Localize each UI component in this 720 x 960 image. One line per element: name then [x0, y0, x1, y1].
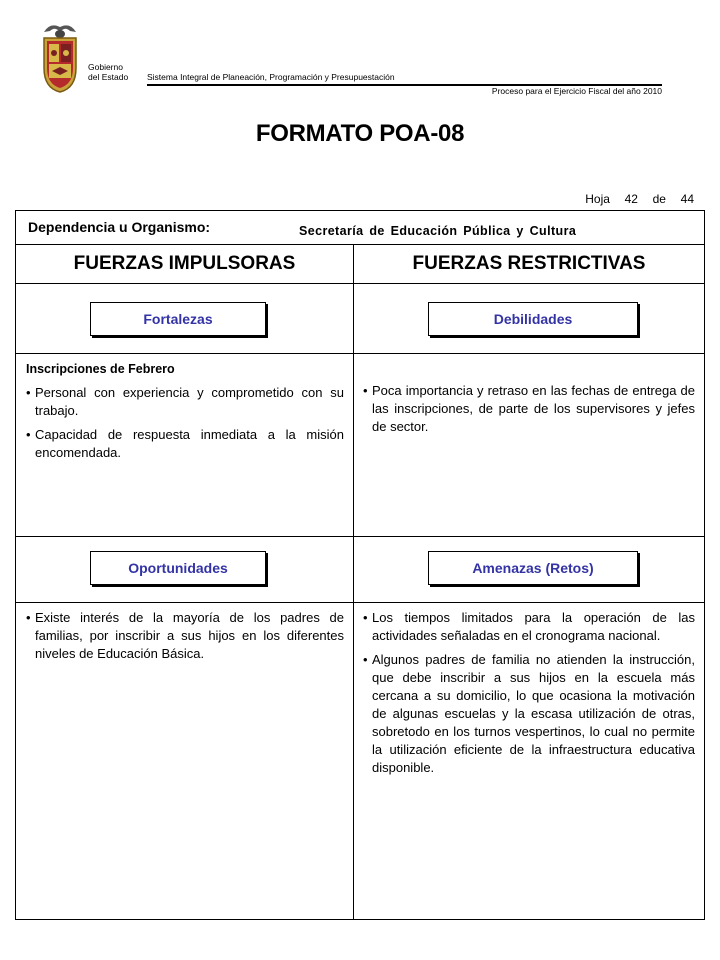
list-item: • Capacidad de respuesta inmediata a la misión encomendada.	[26, 426, 344, 462]
row-divider	[16, 353, 704, 354]
page-title: FORMATO POA-08	[255, 120, 465, 147]
row-divider	[16, 283, 704, 284]
impulsoras-header: FUERZAS IMPULSORAS	[73, 253, 296, 274]
fortalezas-cell	[26, 360, 344, 468]
debilidades-label: Debilidades	[428, 302, 638, 336]
debilidades-cell	[363, 382, 695, 442]
government-label-line1: Gobierno	[88, 62, 123, 72]
state-coat-of-arms-icon	[36, 18, 84, 96]
fortalezas-subtitle: Inscripciones de Febrero	[26, 362, 175, 376]
sheet-number: Hoja 42 de 44	[585, 192, 694, 206]
list-item: • Poca importancia y retraso en las fechas de entrega de las inscripciones, de parte de los supervisores y jefes de sector.	[363, 382, 695, 436]
row-divider	[16, 244, 704, 245]
government-label-line2: del Estado	[88, 72, 129, 82]
poa-table	[15, 210, 705, 920]
list-item: • Algunos padres de familia no atienden la instrucción, que debe inscribir a sus hijos en la escuela más cercana a su domicilio, lo que ocasiona la motivación de algunas escuelas y la escasa utilización de otras, sobretodo en los turnos vespertinos, lo cual no permite la utilización eficiente de la infraestructura educativa disponible.	[363, 651, 695, 777]
list-item: • Personal con experiencia y comprometido con su trabajo.	[26, 384, 344, 420]
oportunidades-label: Oportunidades	[90, 551, 266, 585]
list-item: • Los tiempos limitados para la operación de las actividades señaladas en el cronograma nacional.	[363, 609, 695, 645]
column-divider	[353, 244, 354, 920]
row-divider	[16, 602, 704, 603]
process-year: Proceso para el Ejercicio Fiscal del año 2010	[491, 86, 662, 96]
dependency-label: Dependencia u Organismo:	[28, 219, 211, 235]
list-item: • Existe interés de la mayoría de los padres de familias, por inscribir a sus hijos en los diferentes niveles de Educación Básica.	[26, 609, 344, 663]
amenazas-cell	[363, 609, 695, 783]
dependency-value: Secretaría de Educación Pública y Cultura	[299, 224, 577, 238]
amenazas-label: Amenazas (Retos)	[428, 551, 638, 585]
system-name: Sistema Integral de Planeación, Programación y Presupuestación	[147, 72, 395, 82]
row-divider	[16, 536, 704, 537]
restrictivas-header: FUERZAS RESTRICTIVAS	[412, 253, 646, 274]
oportunidades-cell	[26, 609, 344, 669]
fortalezas-label: Fortalezas	[90, 302, 266, 336]
